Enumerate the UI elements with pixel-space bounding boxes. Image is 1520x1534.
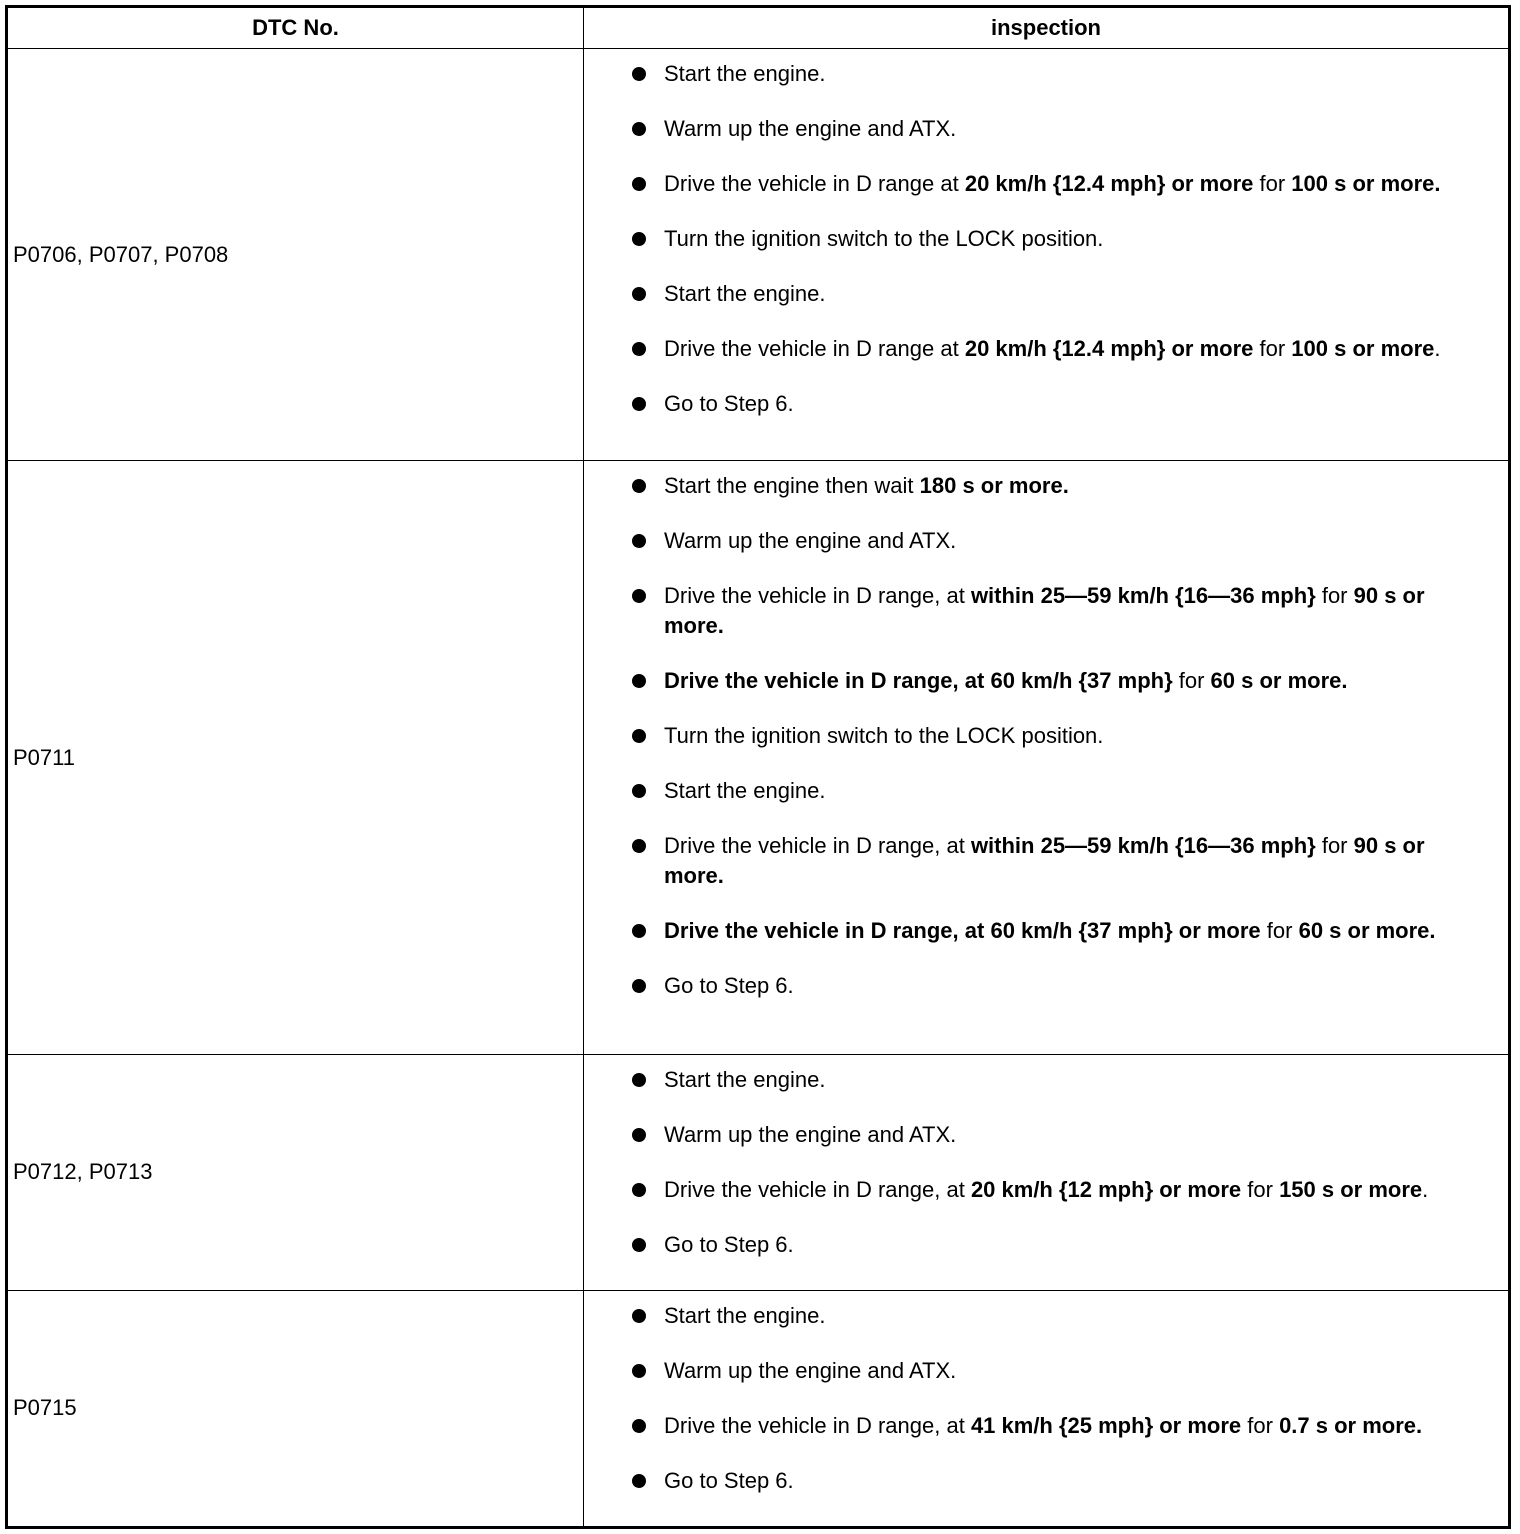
bullet-icon bbox=[632, 122, 646, 136]
step-text-bold: 60 km/h {37 mph} bbox=[990, 668, 1173, 694]
inspection-step bbox=[664, 1356, 1478, 1401]
inspection-step bbox=[664, 1230, 1478, 1275]
step-text: for bbox=[1253, 336, 1292, 361]
step-text-bold: 60 s or more. bbox=[1298, 918, 1436, 944]
bullet-icon bbox=[632, 534, 646, 548]
inspection-step bbox=[664, 666, 1478, 711]
inspection-steps-list bbox=[584, 471, 1508, 1016]
step-text-bold: 180 s or more. bbox=[919, 473, 1069, 499]
table-row bbox=[7, 1054, 1510, 1290]
step-text-bold: 100 s or more bbox=[1291, 336, 1435, 361]
step-text-bold: 150 s or more bbox=[1279, 1176, 1423, 1202]
step-text: Drive the vehicle in D range, at bbox=[664, 583, 971, 609]
step-text: for bbox=[1315, 833, 1354, 859]
bullet-icon bbox=[632, 1309, 646, 1323]
step-text: Warm up the engine and ATX. bbox=[664, 528, 957, 554]
step-text-bold: 41 km/h {25 mph} or more bbox=[970, 1412, 1242, 1438]
step-text-bold: 0.7 s or more. bbox=[1279, 1412, 1423, 1438]
bullet-icon bbox=[632, 589, 646, 603]
step-text: Start the engine. bbox=[664, 1066, 826, 1092]
step-text: for bbox=[1253, 171, 1292, 196]
bullet-icon bbox=[632, 674, 646, 688]
inspection-step bbox=[664, 526, 1478, 571]
inspection-step bbox=[664, 1466, 1478, 1511]
bullet-icon bbox=[632, 67, 646, 81]
bullet-icon bbox=[632, 979, 646, 993]
bullet-icon bbox=[632, 479, 646, 493]
step-text: Go to Step 6. bbox=[664, 1231, 794, 1257]
inspection-step bbox=[664, 114, 1478, 159]
inspection-step bbox=[664, 59, 1478, 104]
bullet-icon bbox=[632, 232, 646, 246]
inspection-step bbox=[664, 916, 1478, 961]
inspection-cell bbox=[584, 461, 1510, 1055]
step-text-bold: Drive the vehicle in D range, at bbox=[664, 668, 991, 694]
bullet-icon bbox=[632, 729, 646, 743]
step-text-bold: 60 km/h {37 mph} or more bbox=[990, 918, 1261, 944]
step-text-bold: 60 s or more. bbox=[1210, 668, 1348, 694]
step-text: . bbox=[1422, 1176, 1429, 1202]
dtc-code-cell: P0706, P0707, P0708 bbox=[7, 49, 584, 461]
step-text: Start the engine. bbox=[664, 61, 826, 86]
inspection-step bbox=[664, 471, 1478, 516]
step-text: Go to Step 6. bbox=[664, 391, 794, 416]
step-text: . bbox=[1434, 336, 1441, 361]
step-text-bold: 20 km/h {12.4 mph} or more bbox=[964, 336, 1254, 361]
bullet-icon bbox=[632, 784, 646, 798]
step-text: for bbox=[1315, 583, 1354, 609]
step-text: Turn the ignition switch to the LOCK position. bbox=[664, 226, 1104, 251]
inspection-step bbox=[664, 1411, 1478, 1456]
bullet-icon bbox=[632, 397, 646, 411]
bullet-icon bbox=[632, 1128, 646, 1142]
step-text: Warm up the engine and ATX. bbox=[664, 1121, 957, 1147]
bullet-icon bbox=[632, 1364, 646, 1378]
step-text: for bbox=[1241, 1412, 1280, 1438]
bullet-icon bbox=[632, 1073, 646, 1087]
bullet-icon bbox=[632, 839, 646, 853]
step-text-bold: 20 km/h {12.4 mph} or more bbox=[964, 171, 1254, 196]
inspection-step bbox=[664, 1175, 1478, 1220]
step-text-bold: 90 s or more. bbox=[664, 833, 1425, 889]
inspection-steps-list bbox=[584, 1065, 1508, 1275]
step-text: Warm up the engine and ATX. bbox=[664, 116, 957, 141]
step-text-bold: 100 s or more. bbox=[1291, 171, 1441, 196]
step-text: Start the engine. bbox=[664, 281, 826, 306]
step-text-bold: 20 km/h {12 mph} or more bbox=[970, 1176, 1242, 1202]
bullet-icon bbox=[632, 1238, 646, 1252]
step-text: Drive the vehicle in D range at bbox=[664, 171, 965, 196]
header-inspection: inspection bbox=[584, 7, 1510, 49]
header-row bbox=[7, 7, 1510, 49]
table-row bbox=[7, 1290, 1510, 1527]
inspection-cell bbox=[584, 1290, 1510, 1527]
step-text: for bbox=[1260, 918, 1299, 944]
inspection-cell bbox=[584, 1054, 1510, 1290]
step-text: Warm up the engine and ATX. bbox=[664, 1357, 957, 1383]
step-text: Start the engine. bbox=[664, 1302, 826, 1328]
step-text: Drive the vehicle in D range, at bbox=[664, 1412, 971, 1438]
bullet-icon bbox=[632, 1419, 646, 1433]
step-text: Drive the vehicle in D range, at bbox=[664, 833, 971, 859]
step-text: Start the engine. bbox=[664, 778, 826, 804]
inspection-step bbox=[664, 224, 1478, 269]
inspection-step bbox=[664, 971, 1478, 1016]
step-text: for bbox=[1172, 668, 1211, 694]
inspection-step bbox=[664, 1301, 1478, 1346]
bullet-icon bbox=[632, 1474, 646, 1488]
dtc-code-cell: P0712, P0713 bbox=[7, 1054, 584, 1290]
dtc-inspection-table bbox=[5, 5, 1511, 1529]
inspection-steps-list bbox=[584, 59, 1508, 434]
step-text: Go to Step 6. bbox=[664, 973, 794, 999]
step-text: Start the engine then wait bbox=[664, 473, 920, 499]
step-text-bold: Drive the vehicle in D range, at bbox=[664, 918, 991, 944]
bullet-icon bbox=[632, 287, 646, 301]
step-text: Turn the ignition switch to the LOCK position. bbox=[664, 723, 1104, 749]
header-dtc-no: DTC No. bbox=[7, 7, 584, 49]
inspection-step bbox=[664, 389, 1478, 434]
bullet-icon bbox=[632, 342, 646, 356]
dtc-code-cell: P0715 bbox=[7, 1290, 584, 1527]
inspection-step bbox=[664, 581, 1478, 656]
inspection-step bbox=[664, 721, 1478, 766]
step-text: Drive the vehicle in D range, at bbox=[664, 1176, 971, 1202]
bullet-icon bbox=[632, 1183, 646, 1197]
step-text-bold: within 25—59 km/h {16—36 mph} bbox=[970, 833, 1316, 859]
table-row bbox=[7, 49, 1510, 461]
inspection-step bbox=[664, 831, 1478, 906]
inspection-cell bbox=[584, 49, 1510, 461]
step-text-bold: within 25—59 km/h {16—36 mph} bbox=[970, 583, 1316, 609]
inspection-step bbox=[664, 334, 1478, 379]
bullet-icon bbox=[632, 177, 646, 191]
inspection-step bbox=[664, 776, 1478, 821]
step-text: for bbox=[1241, 1176, 1280, 1202]
inspection-step bbox=[664, 1065, 1478, 1110]
inspection-step bbox=[664, 279, 1478, 324]
step-text: Drive the vehicle in D range at bbox=[664, 336, 965, 361]
table-row bbox=[7, 461, 1510, 1055]
dtc-code-cell: P0711 bbox=[7, 461, 584, 1055]
inspection-steps-list bbox=[584, 1301, 1508, 1511]
inspection-step bbox=[664, 1120, 1478, 1165]
inspection-step bbox=[664, 169, 1478, 214]
step-text-bold: 90 s or more. bbox=[664, 583, 1425, 639]
bullet-icon bbox=[632, 924, 646, 938]
step-text: Go to Step 6. bbox=[664, 1467, 794, 1493]
